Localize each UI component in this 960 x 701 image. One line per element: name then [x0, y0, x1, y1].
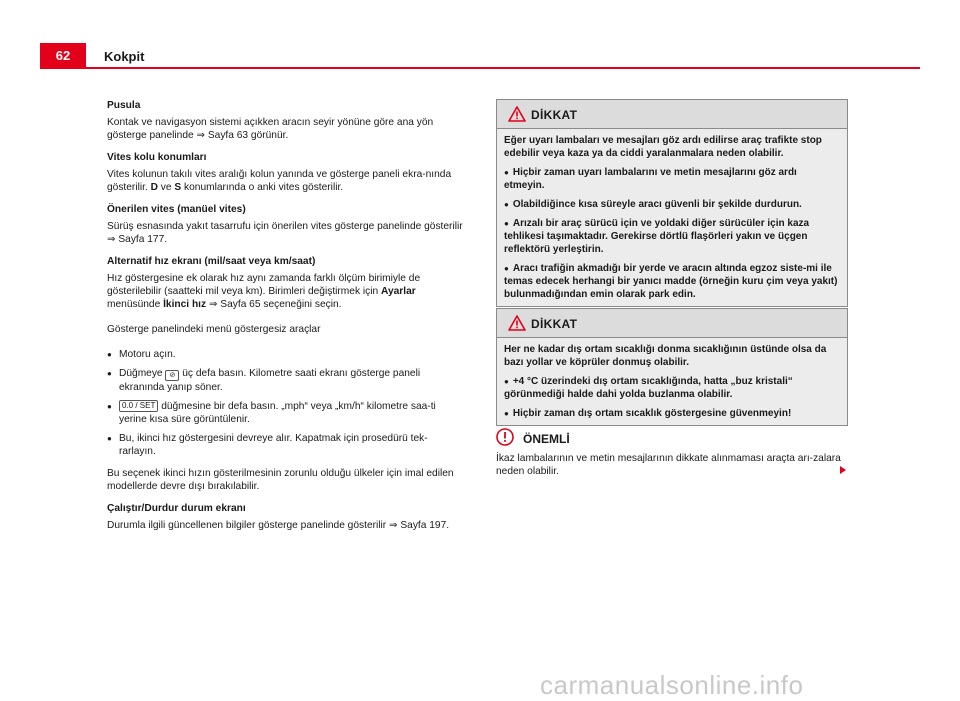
text-calistir: Durumla ilgili güncellenen bilgiler gösterge panelinde gösterilir ⇒ Sayfa 197. [107, 520, 450, 531]
bullet-dot-icon: ● [504, 168, 509, 177]
button-key-icon: ⊘ [165, 370, 179, 381]
section-alt [107, 255, 463, 311]
list-item [504, 166, 840, 192]
warning-box-2 [496, 308, 848, 426]
warning-box-2-header [497, 309, 847, 338]
section-calistir [107, 502, 463, 532]
text-vites-b: ve [157, 182, 175, 193]
list-item [504, 262, 840, 301]
heading-oneri: Önerilen vites (manüel vites) [107, 204, 246, 215]
list-item [504, 198, 840, 211]
warning-box-1-item: Olabildiğince kısa süreyle aracı güvenli bir şekilde durdurun. [512, 199, 802, 210]
warning-box-1-item: Arızalı bir araç sürücü için ve yoldaki diğer sürücüler için kaza tehlikesi taşımaktadır. Gerekirse dörtlü flaşörleri yakın ve üçgen reflektörü yerleştirin. [504, 218, 810, 255]
note-header [496, 428, 848, 448]
heading-calistir: Çalıştır/Durdur durum ekranı [107, 503, 246, 514]
heading-pusula: Pusula [107, 100, 141, 111]
list-item [107, 367, 463, 394]
list-item [504, 375, 840, 401]
text-pusula: Kontak ve navigasyon sistemi açıkken aracın seyir yönüne göre ana yön gösterge panelinde ⇒ Sayfa 63 görünür. [107, 117, 434, 141]
text-vites-s: S [174, 182, 182, 193]
warning-box-1-intro: Eğer uyarı lambaları ve mesajları göz ardı edilirse araç trafikte stop edebilir veya kaza ya da ciddi yaralanmalara neden olabilir. [504, 135, 822, 159]
warning-box-1-item: Hiçbir zaman uyarı lambalarını ve metin mesajlarını göz ardı etmeyin. [504, 167, 797, 191]
text-vites-d: D [150, 182, 158, 193]
bullet-dot-icon: ● [504, 409, 509, 418]
warning-box-1-item: Aracı trafiğin akmadığı bir yerde ve aracın altında egzoz siste-mi ile temas edecek herhangi bir yanıcı madde (örneğin kuru çim veya yakıt) bulunmadığından emin olarak park edin. [504, 263, 838, 300]
text-alt-ikinci: İkinci hız [163, 299, 207, 310]
text-note: Bu seçenek ikinci hızın gösterilmesinin zorunlu olduğu ülkeler için imal edilen modellerde devre dışı bırakılabilir. [107, 468, 454, 492]
warning-box-1-header [497, 100, 847, 129]
warning-box-1-title: DİKKAT [531, 108, 578, 122]
list-item: ● Motoru açın. [107, 348, 463, 361]
section-oneri [107, 203, 463, 246]
bullet-dot-icon: ● [504, 264, 509, 273]
text-alt-a: Hız göstergesine ek olarak hız aynı zamanda farklı ölçüm birimiyle de gösterilebilir (saatteki mil veya km). Birimleri değiştirmek için [107, 273, 421, 297]
text-b3-b: düğmesine bir defa basın. „mph“ veya „km/h“ kilometre saa-ti yerine kısa süre görüntülenir. [119, 401, 436, 425]
text-alt-b: menüsünde [107, 299, 164, 310]
continue-arrow-icon [840, 466, 846, 474]
text-oneri: Sürüş esnasında yakıt tasarrufu için önerilen vites gösterge panelinde gösterilir ⇒ Sayfa 177. [107, 221, 463, 245]
bullet-dot-icon: ● [504, 377, 509, 386]
text-alt-c: ⇒ Sayfa 65 seçeneğini seçin. [206, 299, 342, 310]
watermark: carmanualsonline.info [540, 670, 804, 700]
heading-alt: Alternatif hız ekranı (mil/saat veya km/saat) [107, 256, 316, 267]
section-pusula [107, 99, 463, 142]
text-menu: Gösterge panelindeki menü göstergesiz araçlar [107, 324, 321, 335]
text-vites [107, 168, 463, 194]
list-item [504, 217, 840, 256]
text-vites-c: konumlarında o anki vites gösterilir. [181, 182, 344, 193]
note-text: İkaz lambalarının ve metin mesajlarının dikkate alınmaması araçta arı-zalara neden olabilir. [496, 453, 841, 477]
bullet-dot-icon: ● [504, 219, 509, 228]
warning-box-1-body [497, 129, 847, 306]
text-b2-a: Düğmeye [119, 368, 166, 379]
page-number: 62 [40, 43, 86, 68]
bullet-dot-icon: ● [504, 200, 509, 209]
list-item [107, 400, 463, 426]
warning-box-2-item: +4 °C üzerindeki dış ortam sıcaklığında, hatta „buz kristali“ görünmediği halde dahi yolda buzlanma olabilir. [504, 376, 793, 400]
header-rule [40, 67, 920, 69]
warning-box-1 [496, 99, 848, 307]
warning-triangle-icon [508, 315, 526, 331]
warning-triangle-icon [508, 106, 526, 122]
chapter-title: Kokpit [104, 49, 145, 64]
left-column [107, 99, 463, 541]
text-alt-ayarlar: Ayarlar [381, 286, 416, 297]
heading-vites: Vites kolu konumları [107, 152, 207, 163]
list-item: ● Bu, ikinci hız göstergesini devreye alır. Kapatmak için prosedürü tek-rarlayın. [107, 432, 463, 458]
warning-box-2-item: Hiçbir zaman dış ortam sıcaklık göstergesine güvenmeyin! [512, 408, 792, 419]
section-vites [107, 151, 463, 194]
exclamation-circle-icon [496, 428, 514, 446]
text-alt [107, 272, 463, 311]
list-item [504, 407, 840, 420]
warning-box-2-intro: Her ne kadar dış ortam sıcaklığı donma sıcaklığının üstünde olsa da bazı yollar ve köprüler donmuş olabilir. [504, 344, 827, 368]
text-b2-b: üç defa basın. Kilometre saati ekranı gösterge paneli ekranında yanıp söner. [119, 368, 421, 393]
set-key-label: 0.0 / SET [119, 400, 158, 412]
warning-box-2-body [497, 338, 847, 425]
note-title: ÖNEMLİ [523, 432, 570, 446]
warning-box-2-title: DİKKAT [531, 317, 578, 331]
note-box [496, 428, 848, 478]
text-vites-a: Vites kolunun takılı vites aralığı kolun yanında ve gösterge paneli ekra-nında gösterilir. [107, 169, 452, 193]
